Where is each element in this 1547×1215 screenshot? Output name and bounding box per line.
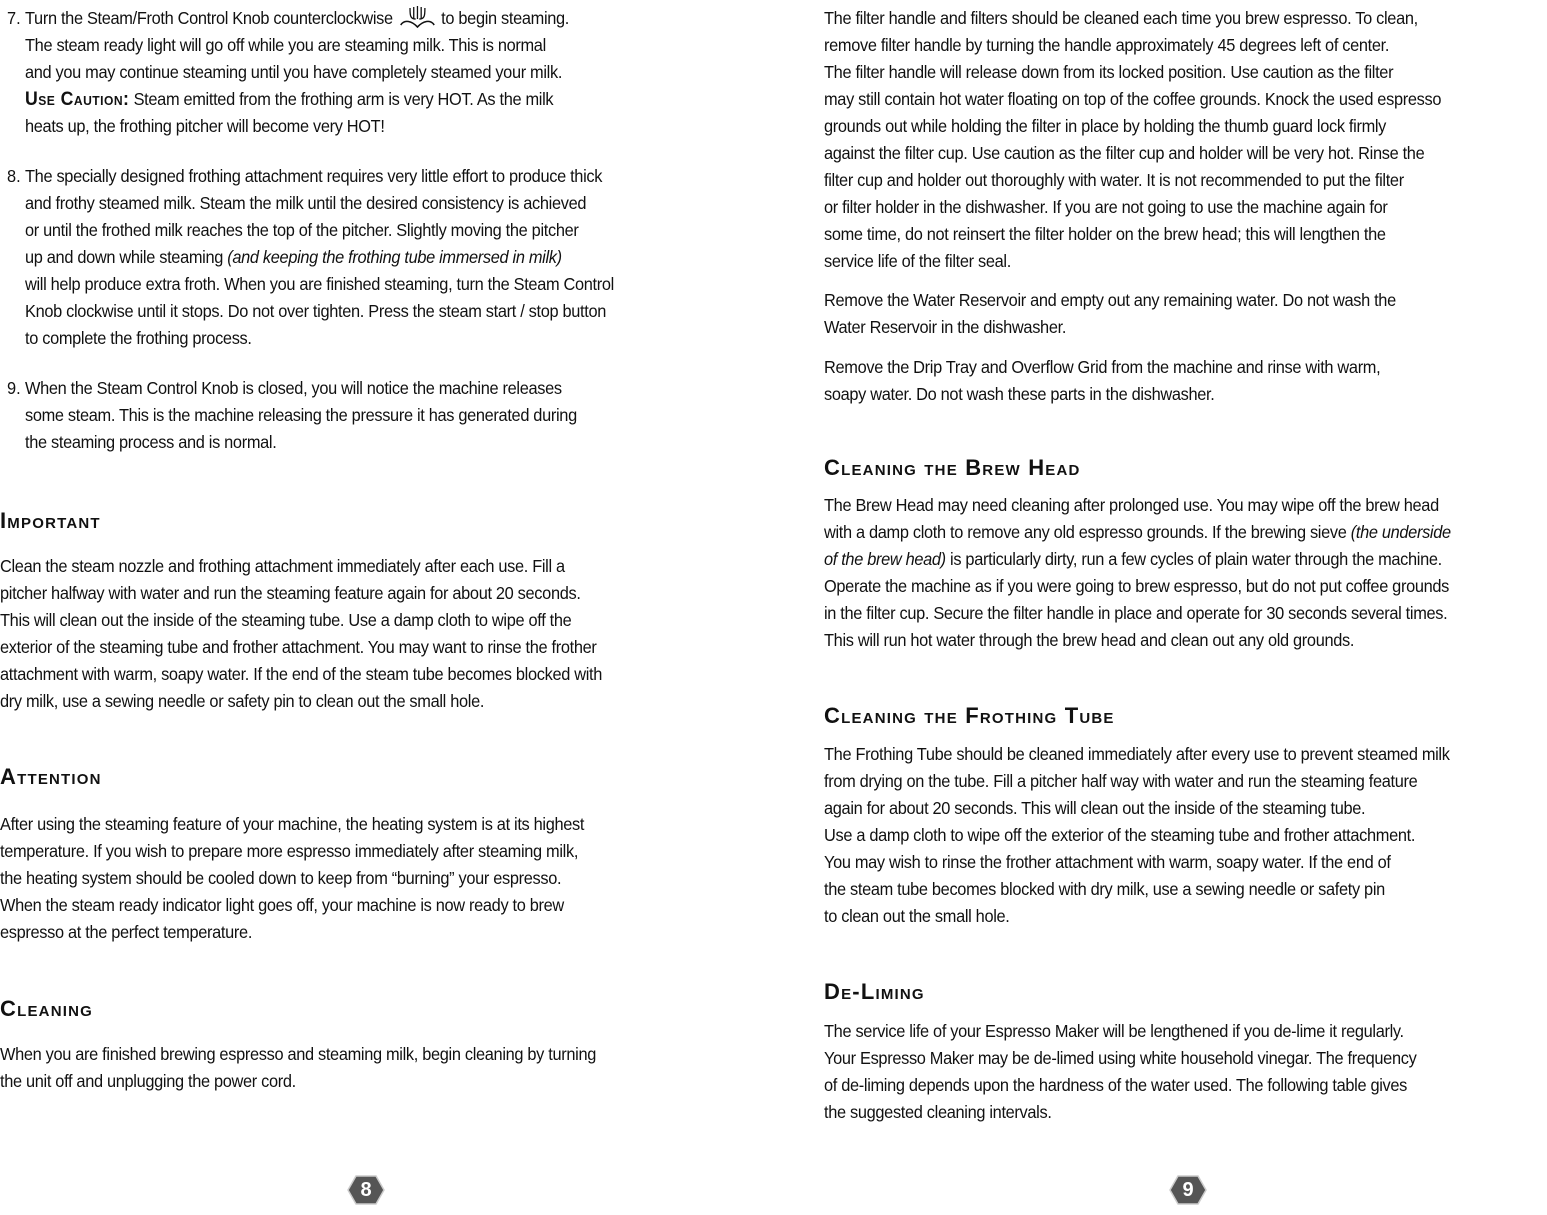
brew-head-heading: Cleaning the Brew Head (824, 455, 1081, 480)
step-8-line: The specially designed frothing attachment requires very little effort to produce thick (25, 166, 603, 186)
step-7-line: and you may continue steaming until you have completely steamed your milk. (25, 62, 563, 82)
steam-knob-icon (397, 5, 438, 31)
page-number-badge (346, 1170, 386, 1210)
body-line: You may wish to rinse the frother attachment with warm, soapy water. If the end of (824, 852, 1391, 872)
body-line: filter cup and holder out thoroughly with water. It is not recommended to put the filter (824, 170, 1404, 190)
body-line: When you are finished brewing espresso and steaming milk, begin cleaning by turning (0, 1044, 597, 1064)
step-8-line: or until the frothed milk reaches the top of the pitcher. Slightly moving the pitcher (25, 220, 579, 240)
body-line: espresso at the perfect temperature. (0, 922, 253, 942)
page-number: 9 (1182, 1179, 1194, 1201)
body-line: temperature. If you wish to prepare more espresso immediately after steaming milk, (0, 841, 579, 861)
body-line: After using the steaming feature of your machine, the heating system is at its highest (0, 814, 585, 834)
body-line: soapy water. Do not wash these parts in the dishwasher. (824, 384, 1215, 404)
body-line: This will run hot water through the brew head and clean out any old grounds. (824, 630, 1355, 650)
brew-head-body (824, 492, 1498, 654)
body-line: remove filter handle by turning the handle approximately 45 degrees left of center. (824, 35, 1390, 55)
body-line: against the filter cup. Use caution as the filter cup and holder will be very hot. Rinse the (824, 143, 1425, 163)
attention-body (0, 811, 628, 946)
frothing-tube-heading: Cleaning the Frothing Tube (824, 703, 1115, 728)
body-line: Your Espresso Maker may be de-limed using white household vinegar. The frequency (824, 1048, 1417, 1068)
body-line: the unit off and unplugging the power cord. (0, 1071, 296, 1091)
body-line: This will clean out the inside of the steaming tube. Use a damp cloth to wipe off the (0, 610, 572, 630)
step-9-line: some steam. This is the machine releasing the pressure it has generated during (25, 405, 577, 425)
body-line: Remove the Drip Tray and Overflow Grid from the machine and rinse with warm, (824, 357, 1381, 377)
body-line: again for about 20 seconds. This will clean out the inside of the steaming tube. (824, 798, 1366, 818)
body-line: the heating system should be cooled down to keep from “burning” your espresso. (0, 868, 562, 888)
cleaning-body (0, 1041, 641, 1095)
important-body (0, 553, 647, 715)
step-8-line: will help produce extra froth. When you are finished steaming, turn the Steam Control (25, 274, 614, 294)
deliming-body (824, 1018, 1461, 1126)
step-9-line: the steaming process and is normal. (25, 432, 277, 452)
reservoir-paragraph (824, 287, 1439, 341)
filters-paragraph (824, 5, 1488, 275)
drip-paragraph (824, 354, 1422, 408)
step-7-caution: Use Caution: Steam emitted from the frothing arm is very HOT. As the milk (25, 89, 554, 110)
body-line: The Brew Head may need cleaning after prolonged use. You may wipe off the brew head (824, 495, 1439, 515)
step-number: 8. (7, 166, 21, 186)
body-line: Operate the machine as if you were going to brew espresso, but do not put coffee grounds (824, 576, 1450, 596)
cleaning-heading: Cleaning (0, 996, 93, 1021)
body-line: dry milk, use a sewing needle or safety pin to clean out the small hole. (0, 691, 485, 711)
caution-label: Use Caution: (25, 89, 130, 110)
body-line: grounds out while holding the filter in place by holding the thumb guard lock firmly (824, 116, 1387, 136)
page-number: 8 (360, 1179, 372, 1201)
body-line: the steam tube becomes blocked with dry milk, use a sewing needle or safety pin (824, 879, 1385, 899)
body-line: When the steam ready indicator light goes off, your machine is now ready to brew (0, 895, 564, 915)
body-line: of de-liming depends upon the hardness of the water used. The following table gives (824, 1075, 1408, 1095)
body-line: Remove the Water Reservoir and empty out any remaining water. Do not wash the (824, 290, 1396, 310)
body-line: of the brew head) is particularly dirty, run a few cycles of plain water through the machine. (824, 549, 1442, 569)
attention-heading: Attention (0, 764, 102, 789)
step-number: 9. (7, 378, 21, 398)
step-8-line: and frothy steamed milk. Steam the milk until the desired consistency is achieved (25, 193, 587, 213)
body-line: Use a damp cloth to wipe off the exterior of the steaming tube and frother attachment. (824, 825, 1416, 845)
step-number: 7. (7, 8, 21, 28)
body-line: to clean out the small hole. (824, 906, 1010, 926)
body-line: from drying on the tube. Fill a pitcher half way with water and run the steaming feature (824, 771, 1418, 791)
body-line: The filter handle and filters should be cleaned each time you brew espresso. To clean, (824, 8, 1418, 28)
body-line: in the filter cup. Secure the filter handle in place and operate for 30 seconds several times. (824, 603, 1448, 623)
important-heading: Important (0, 508, 101, 533)
step-8-line: up and down while steaming (and keeping the frothing tube immersed in milk) (25, 247, 562, 267)
body-line: Water Reservoir in the dishwasher. (824, 317, 1067, 337)
page-number-badge (1168, 1170, 1208, 1210)
step-7-line: heats up, the frothing pitcher will become very HOT! (25, 116, 385, 136)
body-line: attachment with warm, soapy water. If the end of the steam tube becomes blocked with (0, 664, 603, 684)
step-8-line: to complete the frothing process. (25, 328, 252, 348)
body-line: with a damp cloth to remove any old espresso grounds. If the brewing sieve (the underside (824, 522, 1451, 542)
step-7-line: The steam ready light will go off while you are steaming milk. This is normal (25, 35, 546, 55)
step-9-line: When the Steam Control Knob is closed, you will notice the machine releases (25, 378, 562, 398)
step-8-line: Knob clockwise until it stops. Do not over tighten. Press the steam start / stop button (25, 301, 607, 321)
body-line: pitcher halfway with water and run the steaming feature again for about 20 seconds. (0, 583, 581, 603)
body-line: or filter holder in the dishwasher. If you are not going to use the machine again for (824, 197, 1388, 217)
deliming-heading: De-Liming (824, 979, 925, 1004)
body-line: The service life of your Espresso Maker will be lengthened if you de-lime it regularly. (824, 1021, 1404, 1041)
body-line: service life of the filter seal. (824, 251, 1011, 271)
body-line: The filter handle will release down from its locked position. Use caution as the filter (824, 62, 1394, 82)
frothing-tube-body (824, 741, 1497, 930)
step-7-line-1: Turn the Steam/Froth Control Knob counterclockwise to begin steaming. (25, 5, 569, 32)
body-line: The Frothing Tube should be cleaned immediately after every use to prevent steamed milk (824, 744, 1450, 764)
body-line: may still contain hot water floating on top of the coffee grounds. Knock the used espresso (824, 89, 1442, 109)
body-line: the suggested cleaning intervals. (824, 1102, 1052, 1122)
body-line: Clean the steam nozzle and frothing attachment immediately after each use. Fill a (0, 556, 565, 576)
body-line: some time, do not reinsert the filter holder on the brew head; this will lengthen the (824, 224, 1386, 244)
body-line: exterior of the steaming tube and frother attachment. You may want to rinse the frother (0, 637, 597, 657)
